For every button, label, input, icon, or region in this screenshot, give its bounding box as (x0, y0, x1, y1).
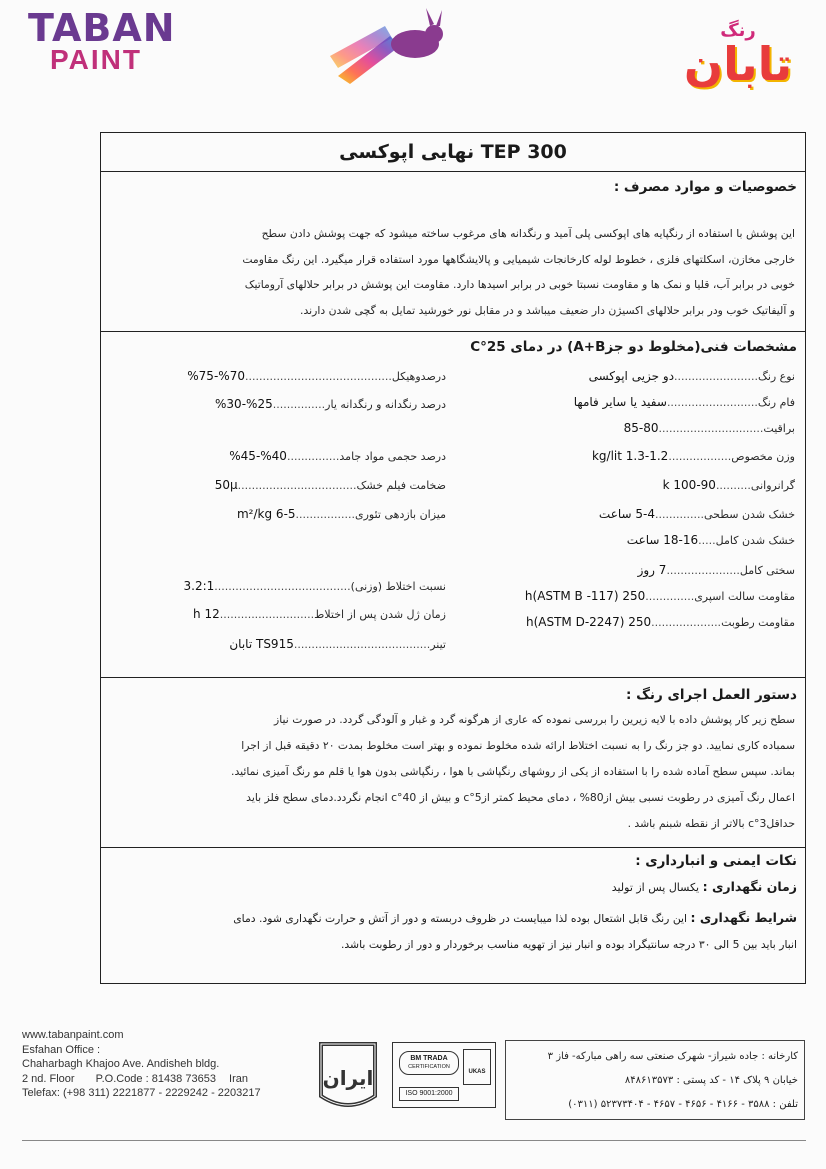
spec-label: خشک شدن کامل (715, 534, 795, 547)
product-title: نهایی اپوکسی TEP 300 (339, 141, 567, 163)
usage-line: خارجی مخازن، اسکلتهای فلزی ، خطوط لوله کارخانجات شیمیایی و پالایشگاهها مورد استفاده قرار میگیرد. این رنگ مقاومت (242, 252, 795, 266)
spec-row (465, 478, 795, 492)
application-line: سطح زیر کار پوشش داده با لایه زیرین را بررسی نموده که عاری از هرگونه گرد و غبار و آلودگی گردد. در صورت نیاز (274, 713, 795, 726)
application-paragraph (107, 707, 795, 837)
brand-name-taban: TABAN (28, 6, 176, 50)
spec-row (465, 589, 795, 603)
spec-label: نسبت اختلاط (وزنی) (350, 580, 446, 593)
spec-row (465, 395, 795, 409)
storage-cond-line: این رنگ قابل اشتعال بوده لذا میبایست در ظروف دربسته و دور از آتش و حرارت نگهداری شود. دمای (233, 912, 688, 925)
divider (101, 171, 805, 172)
spec-value: 12 h (193, 607, 220, 621)
usage-line: این پوشش با استفاده از رنگپایه های اپوکسی پلی آمید و رنگدانه های مرغوب ساخته میشود که جهت پوشش دادن سطح (261, 227, 795, 240)
spec-value: 250 h(ASTM D-2247) (525, 615, 652, 629)
iran-standard-mark-icon (315, 1040, 381, 1110)
bm-trada-badge (399, 1051, 459, 1075)
tech-heading: مشخصات فنی(مخلوط دو جزA+B) در دمای 25°C (470, 339, 797, 355)
factory-address (505, 1040, 805, 1120)
spec-value: 7 روز (637, 563, 667, 577)
std-mark-text: ایران (322, 1066, 374, 1090)
storage-cond-label: شرایط نگهداری : (690, 910, 797, 925)
spec-row (465, 369, 795, 383)
spec-dots: .................................. (237, 479, 357, 492)
usage-paragraph (107, 221, 795, 323)
application-line: بماند. سپس سطح آماده شده را با استفاده از یکی از روشهای رنگپاشی با هوا ، رنگپاشی بدون هوا یا قلم مو رنگ آمیزی نمائید. (231, 765, 795, 778)
spec-row (111, 478, 446, 492)
application-line: حداقل3°c بالاتر از نقطه شبنم باشد . (627, 817, 795, 830)
application-line: سمباده کاری نمایید. دو جز رنگ را به نسبت اختلاط ارائه شده مخلوط نموده و بهتر است مخلوط بمدت ۲۰ دقیقه قبل از اجرا (241, 739, 795, 752)
rabbit-logo-icon (330, 6, 455, 86)
office-address: Chaharbagh Khajoo Ave. Andisheh bldg. (22, 1058, 220, 1070)
spec-dots: ............... (286, 450, 340, 463)
spec-row (111, 637, 446, 651)
cert-sub: CERTIFICATION (408, 1064, 450, 1070)
spec-label: زمان ژل شدن پس از اختلاط (314, 608, 446, 621)
spec-label: گرانروانی (750, 479, 795, 492)
divider (101, 847, 805, 848)
spec-value: سفید یا سایر فامها (573, 395, 667, 409)
spec-dots: .............. (655, 508, 704, 521)
factory-line: خیابان ۹ پلاک ۱۴ - کد پستی : ۸۴۸۶۱۳۵۷۳ (624, 1075, 798, 1086)
spec-value: 3.2:1 (183, 579, 215, 593)
spec-label: سختی کامل (739, 564, 795, 577)
office-contact (22, 1028, 261, 1101)
spec-dots: .......................... (666, 396, 758, 409)
divider (101, 677, 805, 678)
divider (101, 331, 805, 332)
usage-line: و آلیفاتیک خوب ودر برابر حلالهای اکسیژن دار ضعیف میباشد و در مقابل نور خورشید تمایل به گچی شدن دارند. (300, 303, 795, 317)
spec-dots: .............................. (658, 422, 764, 435)
logo-fa-top-text: رنگ (720, 20, 756, 41)
spec-label: مقاومت سالت اسپری (694, 590, 795, 603)
spec-value: TS915 تابان (229, 637, 294, 651)
spec-value: 70%-75% (187, 369, 245, 383)
spec-value: 25%-30% (215, 397, 273, 411)
spec-row (111, 579, 446, 593)
spec-value: 80-85 (623, 421, 659, 435)
spec-label: درصد حجمی مواد جامد (339, 450, 446, 463)
factory-phone: تلفن : ۳۵۸۸ - ۴۱۶۶ - ۴۶۵۶ - ۴۶۵۷ - ۵۲۳۷۳۴۰۴ (۰۳۱۱) (568, 1099, 798, 1110)
spec-label: درصدوهیکل (391, 370, 446, 383)
spec-value: 50µ (214, 478, 238, 492)
spec-dots: .................... (651, 616, 722, 629)
iso-label: ISO 9001:2000 (399, 1087, 459, 1101)
application-heading: دستور العمل اجرای رنگ : (626, 687, 797, 703)
storage-time (612, 879, 797, 894)
spec-row (465, 421, 795, 435)
spec-row (465, 507, 795, 521)
spec-label: خشک شدن سطحی (703, 508, 795, 521)
office-floor-postcode (22, 1072, 261, 1087)
spec-row (111, 449, 446, 463)
spec-label: میزان بازدهی تئوری (355, 508, 446, 521)
ukas-badge: UKAS (463, 1049, 491, 1085)
spec-dots: ........................ (674, 370, 758, 383)
spec-dots: ..................... (666, 564, 740, 577)
office-country: Iran (229, 1072, 248, 1085)
spec-value: 90-100 k (662, 478, 716, 492)
safety-heading: نکات ایمنی و انبارداری : (635, 853, 797, 869)
logo-fa-main-text: تابان (683, 37, 793, 91)
factory-line: کارخانه : جاده شیراز- شهرک صنعتی سه راهی مبارکه- فاز ۳ (547, 1051, 798, 1062)
spec-row (465, 615, 795, 629)
spec-label: تینر (430, 638, 446, 651)
spec-dots: ....................................... (214, 580, 351, 593)
bottom-rule (22, 1140, 806, 1141)
storage-time-value: یکسال پس از تولید (611, 881, 700, 894)
office-telefax: Telefax: (+98 311) 2221877 - 2229242 - 2203217 (22, 1087, 261, 1099)
spec-row (465, 449, 795, 463)
spec-label: وزن مخصوص (731, 450, 795, 463)
storage-cond-line: انبار باید بین 5 الی ۳۰ درجه سانتیگراد بوده و انبار نیز از تهویه مناسب برخوردار و دور از رطوبت باشد. (340, 938, 797, 951)
spec-dots: .......................................... (244, 370, 392, 383)
spec-row (111, 607, 446, 621)
spec-dots: ........................... (219, 608, 315, 621)
usage-heading: خصوصیات و موارد مصرف : (613, 179, 797, 195)
spec-label: براقیت (763, 422, 795, 435)
spec-value: دو جزیی اپوکسی (588, 369, 675, 383)
spec-label: درصد رنگدانه و رنگدانه یار (325, 398, 446, 411)
spec-dots: ................. (295, 508, 355, 521)
spec-dots: .................. (668, 450, 732, 463)
brand-logo-fa (678, 20, 798, 91)
spec-value: 4-5 ساعت (598, 507, 656, 521)
spec-label: ضخامت فیلم خشک (356, 479, 446, 492)
cert-name: BM TRADA (410, 1055, 448, 1062)
spec-label: فام رنگ (757, 396, 795, 409)
spec-value: 1.2-1.3 kg/lit (591, 449, 669, 463)
spec-label: مقاومت رطوبت (721, 616, 795, 629)
usage-line: خوبی در برابر آب، قلیا و نمک ها و مقاومت نسبتا خوبی در برابر اسیدها دارد. مقاومت این پوشش در برابر حلالهای آروماتیک (244, 278, 795, 291)
spec-value: 16-18 ساعت (626, 533, 699, 547)
office-postcode: P.O.Code : 81438 73653 (95, 1072, 216, 1085)
spec-row (465, 533, 795, 547)
spec-value: 250 h(ASTM B -117) (524, 589, 646, 603)
spec-dots: ....................................... (293, 638, 431, 651)
spec-row (111, 369, 446, 383)
spec-dots: .......... (715, 479, 751, 492)
spec-row (111, 507, 446, 521)
spec-dots: ..... (698, 534, 716, 547)
spec-row (111, 397, 446, 411)
storage-time-label: زمان نگهداری : (702, 879, 797, 894)
office-label: Esfahan Office : (22, 1043, 101, 1056)
website-link[interactable]: www.tabanpaint.com (22, 1029, 124, 1041)
application-line: اعمال رنگ آمیزی در رطوبت نسبی بیش از80% ، دمای محیط کمتر از5°c و بیش از 40°c انجام نگردد.دمای سطح فلز باید (246, 791, 795, 804)
spec-dots: ............... (272, 398, 326, 411)
spec-row (465, 563, 795, 577)
spec-value: 40%-45% (229, 449, 287, 463)
office-floor: 2 nd. Floor (22, 1072, 75, 1085)
brand-name-paint: PAINT (50, 44, 142, 75)
spec-sheet-box (100, 132, 806, 984)
spec-value: 5-6 m²/kg (236, 507, 296, 521)
spec-label: نوع رنگ (757, 370, 795, 383)
brand-logo-en (28, 6, 176, 76)
storage-conditions (107, 905, 797, 958)
iso-certificate (392, 1042, 496, 1108)
spec-dots: .............. (645, 590, 695, 603)
